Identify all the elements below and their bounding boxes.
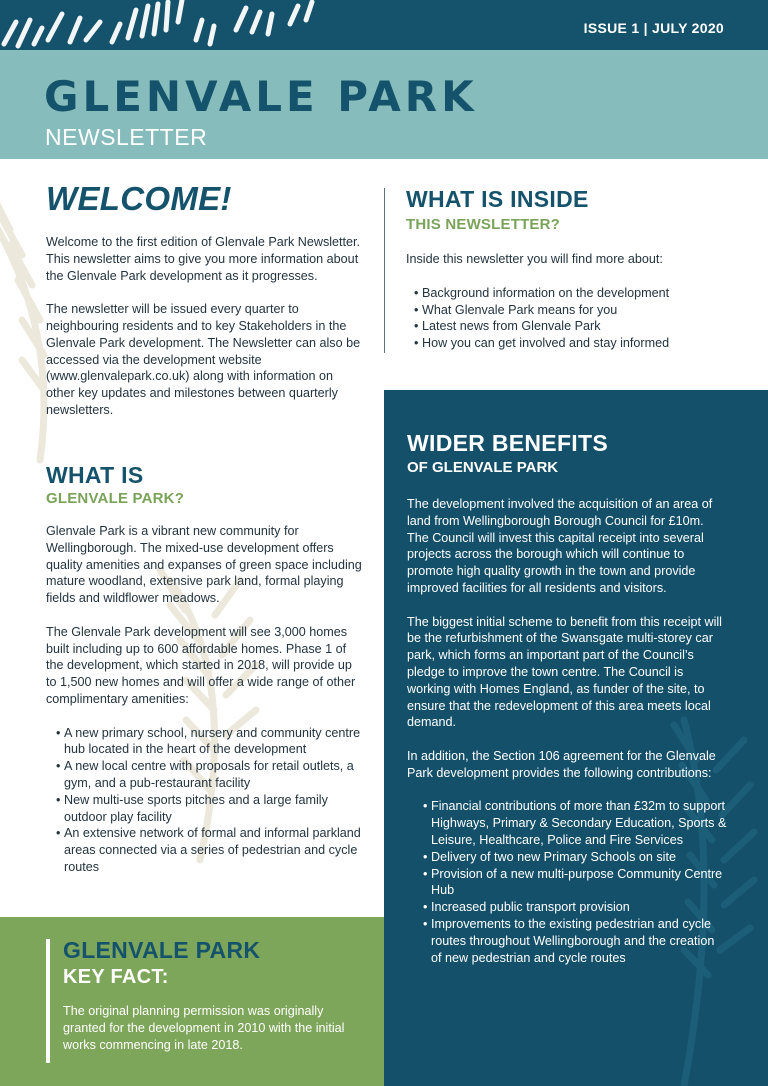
issue-label: ISSUE 1 | JULY 2020 [583, 20, 724, 36]
list-item: • A new primary school, nursery and community centre hub located in the heart of the development [48, 725, 364, 759]
wider-paragraph: The biggest initial scheme to benefit from this receipt will be the refurbishment of the Swansgate multi-storey car park, which forms an important part of the Council’s pledge to improve the town centre. The Council is working with Homes England, as funder of the site, to ensure that the redevelopment of this area meets local demand. [407, 614, 722, 730]
list-item: • Latest news from Glenvale Park [406, 318, 726, 335]
key-fact-panel [0, 917, 384, 1086]
wider-benefits-heading: WIDER BENEFITS [407, 430, 608, 456]
welcome-section [46, 234, 364, 419]
key-fact-accent-bar [46, 939, 50, 1063]
list-item: • New multi-use sports pitches and a large family outdoor play facility [48, 792, 364, 826]
newsletter-subtitle: NEWSLETTER [45, 124, 208, 150]
welcome-paragraph: Welcome to the first edition of Glenvale Park Newsletter. This newsletter aims to give you more information about the Glenvale Park development as it progresses. [46, 235, 361, 283]
what-is-heading: WHAT IS [46, 462, 144, 488]
list-item: • How you can get involved and stay informed [406, 335, 726, 352]
welcome-heading: WELCOME! [46, 180, 232, 217]
what-is-paragraph: The Glenvale Park development will see 3,000 homes built including up to 600 affordable homes. Phase 1 of the development, which started in 2018, will provide up to 1,500 new homes and will offer a wide range of other complimentary amenities: [46, 624, 356, 706]
what-is-section [46, 462, 364, 876]
list-item: • Delivery of two new Primary Schools on site [407, 849, 727, 866]
wider-benefits-content [407, 430, 727, 966]
key-fact-text: The original planning permission was originally granted for the development in 2010 with the initial works commencing in late 2018. [63, 1004, 345, 1052]
wider-paragraph: The development involved the acquisition of an area of land from Wellingborough Borough Council for £10m. The Council will invest this capital receipt into several projects across the borough which will continue to promote high quality growth in the town and provide improved facilities for all residents and visitors. [407, 497, 713, 595]
list-item: • A new local centre with proposals for retail outlets, a gym, and a pub-restaurant facility [48, 758, 364, 792]
column-divider [384, 188, 385, 353]
inside-subheading: THIS NEWSLETTER? [406, 216, 561, 233]
wider-benefits-panel [384, 390, 768, 1086]
inside-list [406, 285, 726, 352]
list-item: • Provision of a new multi-purpose Community Centre Hub [407, 866, 727, 900]
list-item: • Improvements to the existing pedestrian and cycle routes throughout Wellingborough and the creation of new pedestrian and cycle routes [407, 916, 727, 966]
inside-section [406, 186, 726, 352]
what-is-subheading: GLENVALE PARK? [46, 490, 185, 507]
list-item: • Financial contributions of more than £32m to support Highways, Primary & Secondary Education, Sports & Leisure, Healthcare, Police and Fire Services [407, 798, 727, 848]
key-fact-content [63, 937, 353, 1053]
top-banner [0, 0, 768, 50]
key-fact-heading: GLENVALE PARK [63, 937, 261, 963]
inside-intro: Inside this newsletter you will find more about: [406, 252, 663, 266]
fern-leaf-icon [0, 0, 330, 50]
list-item: • Background information on the development [406, 285, 726, 302]
wider-paragraph: In addition, the Section 106 agreement for the Glenvale Park development provides the following contributions: [407, 748, 716, 780]
wider-benefits-subheading: OF GLENVALE PARK [407, 459, 559, 476]
amenities-list [46, 725, 364, 876]
key-fact-subheading: KEY FACT: [63, 966, 169, 988]
what-is-paragraph: Glenvale Park is a vibrant new community for Wellingborough. The mixed-use development offers quality amenities and expanses of green space including mature woodland, extensive park land, formal playing fields and wildflower meadows. [46, 524, 362, 606]
inside-heading: WHAT IS INSIDE [406, 186, 589, 212]
list-item: • Increased public transport provision [407, 899, 727, 916]
newsletter-title: GLENVALE PARK [44, 72, 478, 121]
list-item: • What Glenvale Park means for you [406, 302, 726, 319]
masthead [0, 50, 768, 159]
welcome-paragraph: The newsletter will be issued every quarter to neighbouring residents and to key Stakeholders in the Glenvale Park development. The Newsletter can also be accessed via the development website (www.glenvalepark.co.uk) along with information on other key updates and milestones between quarterly newsletters. [46, 302, 361, 417]
list-item: • An extensive network of formal and informal parkland areas connected via a series of pedestrian and cycle routes [48, 825, 364, 875]
contributions-list [407, 798, 727, 966]
